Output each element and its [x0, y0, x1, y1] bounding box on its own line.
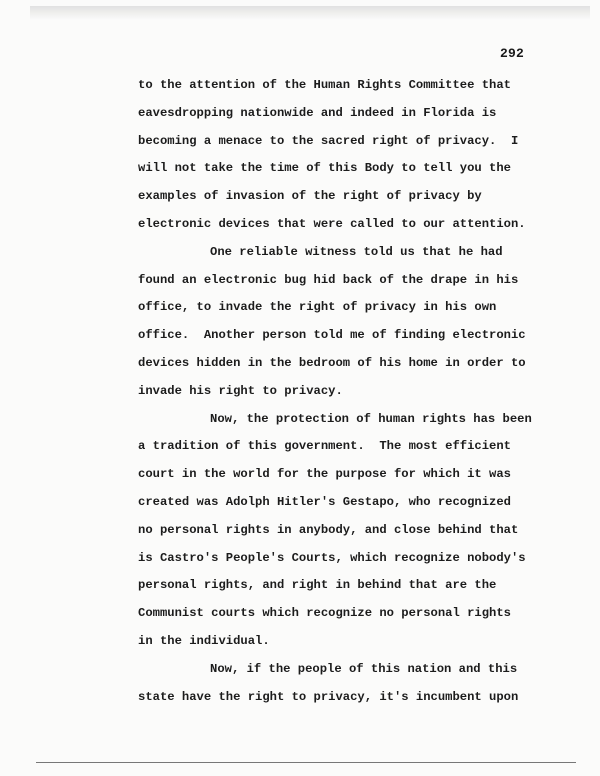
text-line: invade his right to privacy.	[138, 383, 343, 398]
text-line: devices hidden in the bedroom of his home in order to	[138, 355, 526, 370]
text-line: Communist courts which recognize no personal rights	[138, 606, 511, 621]
text-line: eavesdropping nationwide and indeed in Florida is	[138, 105, 497, 120]
text-line: created was Adolph Hitler's Gestapo, who recognized	[138, 494, 511, 509]
scan-shadow	[30, 6, 590, 20]
text-line: a tradition of this government. The most efficient	[138, 439, 511, 454]
text-line: becoming a menace to the sacred right of privacy. I	[138, 133, 519, 148]
text-line: examples of invasion of the right of privacy by	[138, 189, 482, 204]
bottom-rule	[36, 762, 576, 763]
text-line: Now, the protection of human rights has been	[210, 411, 532, 426]
text-line: no personal rights in anybody, and close behind that	[138, 522, 519, 537]
text-line: will not take the time of this Body to tell you the	[138, 161, 511, 176]
text-line: One reliable witness told us that he had	[210, 244, 503, 259]
text-line: state have the right to privacy, it's incumbent upon	[138, 689, 519, 704]
text-line: personal rights, and right in behind that are the	[138, 578, 497, 593]
text-line: office, to invade the right of privacy in his own	[138, 300, 497, 315]
body-text	[138, 72, 548, 711]
text-line: court in the world for the purpose for which it was	[138, 467, 511, 482]
text-line: electronic devices that were called to our attention.	[138, 216, 526, 231]
text-line: to the attention of the Human Rights Committee that	[138, 78, 511, 92]
text-line: found an electronic bug hid back of the drape in his	[138, 272, 519, 287]
text-line: in the individual.	[138, 633, 270, 648]
page-number: 292	[500, 46, 525, 61]
text-line: office. Another person told me of finding electronic	[138, 328, 526, 343]
text-line: is Castro's People's Courts, which recognize nobody's	[138, 550, 526, 565]
text-line: Now, if the people of this nation and this	[210, 661, 518, 676]
